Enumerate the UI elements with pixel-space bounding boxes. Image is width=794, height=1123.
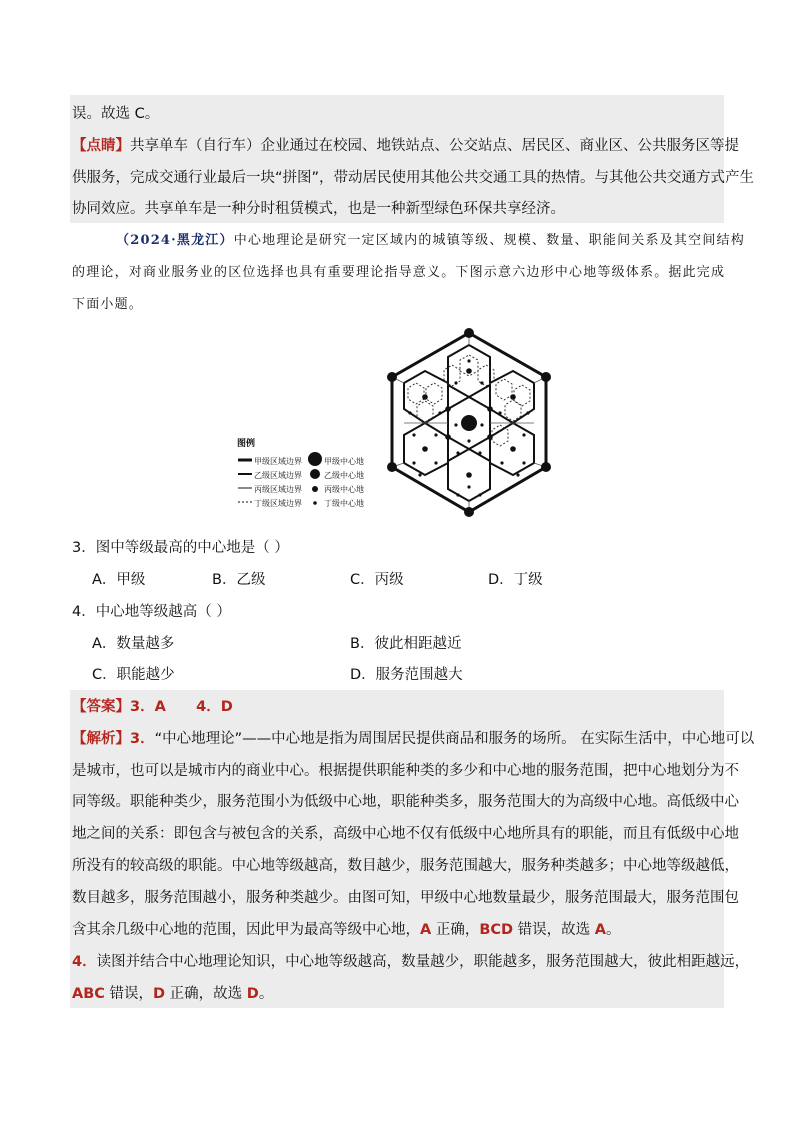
intro-line-1 <box>116 232 745 250</box>
q3-option-d: D．丁级 <box>488 572 543 588</box>
intro-line-2: 的理论，对商业服务业的区位选择也具有重要理论指导意义。下图示意六边形中心地等级体系。据此完成 <box>72 265 726 280</box>
q3-option-b: B．乙级 <box>212 572 266 588</box>
intro-text-1: 中心地理论是研究一定区域内的城镇等级、规模、数量、职能间关系及其空间结构 <box>233 233 745 248</box>
analysis-line-4: 地之间的关系：即包含与被包含的关系，高级中心地不仅有低级中心地所具有的职能，而且有低级中心地 <box>72 826 739 842</box>
answer-label: 【答案】 <box>72 699 130 715</box>
q4-option-c: C．职能越少 <box>92 667 175 683</box>
q4-option-b: B．彼此相距越近 <box>350 636 462 652</box>
answer-text: 3．A 4．D <box>130 699 233 715</box>
legend-boundary-ding: 丁级区域边界 <box>254 499 302 508</box>
intro-line-3: 下面小题。 <box>72 297 144 312</box>
analysis-line-2: 是城市，也可以是城市内的商业中心。根据提供职能种类的多少和中心地的服务范围，把中心地划分为不 <box>72 763 739 779</box>
legend-center-ding: 丁级中心地 <box>324 499 364 508</box>
legend-center-yi: 乙级中心地 <box>324 471 364 480</box>
legend-center-bing: 丙级中心地 <box>324 485 364 494</box>
legend-boundary-yi: 乙级区域边界 <box>254 471 302 480</box>
question-4-stem: 4．中心地等级越高（ ） <box>72 604 231 620</box>
q4-option-d: D．服务范围越大 <box>350 667 463 683</box>
question-3-stem: 3．图中等级最高的中心地是（ ） <box>72 540 289 556</box>
tip-text-1: 共享单车（自行车）企业通过在校园、地铁站点、公交站点、居民区、商业区、公共服务区等提 <box>130 138 739 154</box>
analysis-num-4: 4． <box>72 954 97 970</box>
analysis-line-6: 数目越多，服务范围越小，服务种类越少。由图可知，甲级中心地数量最少，服务范围最大，服务范围包 <box>72 890 739 906</box>
tip-line-1 <box>72 136 739 156</box>
analysis-line-8: 4．读图并结合中心地理论知识，中心地等级越高，数量越少，职能越多，服务范围越大，彼此相距越远， <box>72 954 750 970</box>
legend-boundary-jia: 甲级区域边界 <box>254 457 302 466</box>
jia-center <box>461 415 477 431</box>
analysis-label: 【解析】 <box>72 731 130 747</box>
prev-answer-line: 误。故选 C。 <box>72 106 160 122</box>
central-place-hexagon-diagram <box>380 325 560 520</box>
source-tag: （2024·黑龙江） <box>116 233 234 248</box>
legend-boundary-bing: 丙级区域边界 <box>254 485 302 494</box>
analysis-line-7: 含其余几级中心地的范围，因此甲为最高等级中心地，A 正确，BCD 错误，故选 A。 <box>72 922 621 938</box>
tip-label: 【点睛】 <box>72 138 130 154</box>
q3-option-a: A．甲级 <box>92 572 146 588</box>
analysis-line-3: 同等级。职能种类少，服务范围小为低级中心地，职能种类多，服务范围大的为高级中心地。高低级中心 <box>72 794 739 810</box>
analysis-line-5: 所没有的较高级的职能。中心地等级越高，数目越少，服务范围越大，服务种类越多；中心地等级越低， <box>72 858 739 874</box>
analysis-line-9: ABC 错误，D 正确，故选 D。 <box>72 986 274 1002</box>
tip-line-2: 供服务，完成交通行业最后一块“拼图”，带动居民使用其他公共交通工具的热情。与其他公共交通方式产生 <box>72 170 755 186</box>
analysis-text-1: “中心地理论”——中心地是指为周围居民提供商品和服务的场所。 在实际生活中，中心地可以 <box>154 731 755 747</box>
legend-title: 图例 <box>237 439 256 449</box>
answer-line <box>72 697 233 717</box>
legend-center-jia: 甲级中心地 <box>324 457 364 466</box>
q3-option-c: C．丙级 <box>350 572 404 588</box>
tip-line-3: 协同效应。共享单车是一种分时租赁模式，也是一种新型绿色环保共享经济。 <box>72 201 565 217</box>
analysis-num-3: 3． <box>130 731 155 747</box>
q4-option-a: A．数量越多 <box>92 636 175 652</box>
analysis-line-1 <box>72 729 754 749</box>
